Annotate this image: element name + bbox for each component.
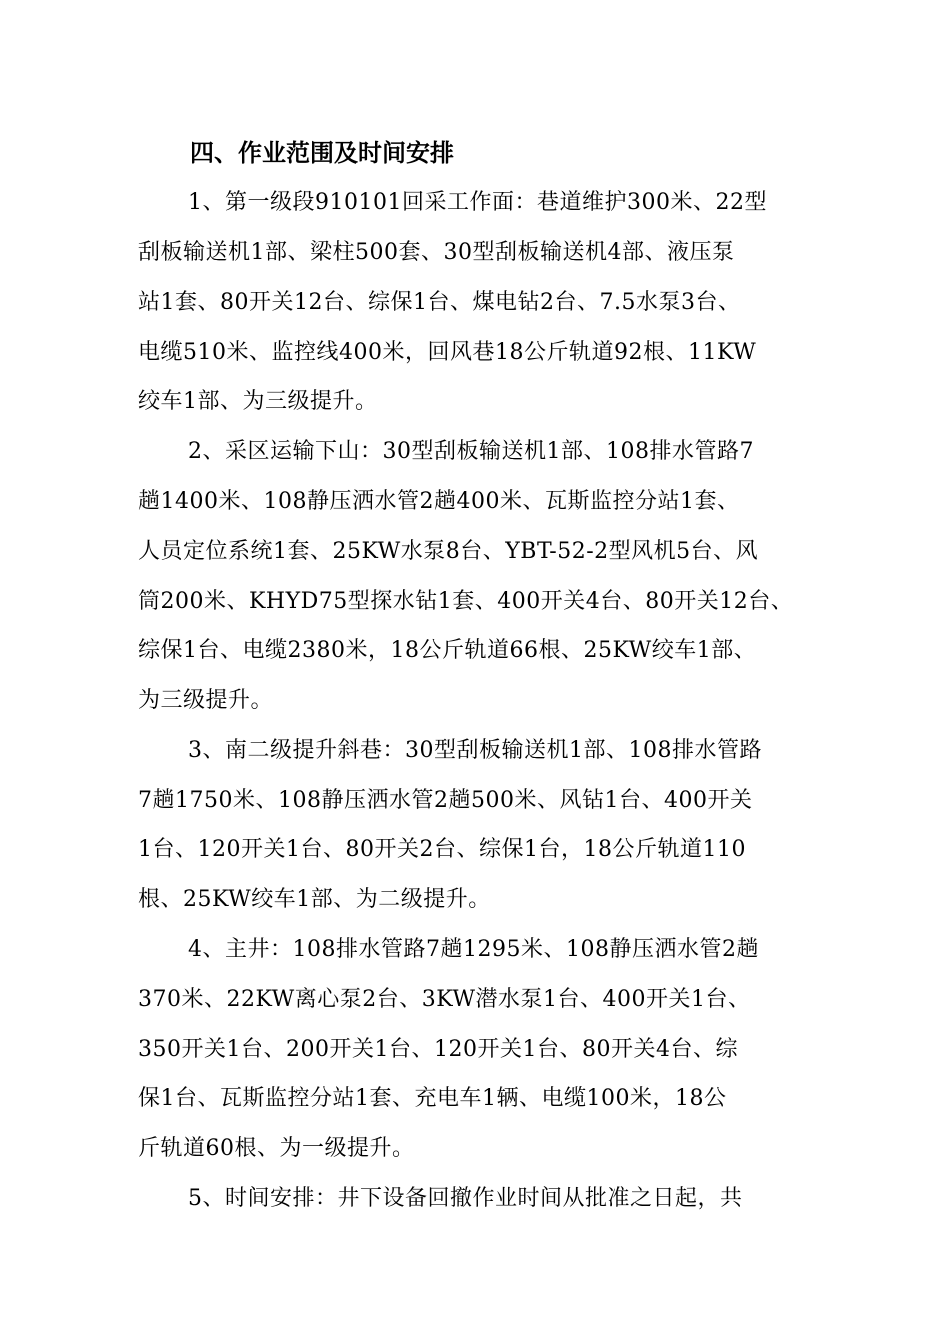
paragraph-line: 5、时间安排：井下设备回撤作业时间从批准之日起，共	[188, 1186, 743, 1211]
paragraph-line: 绞车1部、为三级提升。	[138, 389, 378, 414]
paragraph-line: 4、主井：108排水管路7趟1295米、108静压洒水管2趟	[188, 937, 759, 962]
paragraph-line: 2、采区运输下山：30型刮板输送机1部、108排水管路7	[188, 439, 754, 464]
paragraph-line: 筒200米、KHYD75型探水钻1套、400开关4台、80开关12台、	[138, 589, 794, 614]
paragraph-line: 1、第一级段910101回采工作面：巷道维护300米、22型	[188, 190, 767, 215]
paragraph-line: 综保1台、电缆2380米，18公斤轨道66根、25KW绞车1部、	[138, 638, 757, 663]
paragraph-line: 人员定位系统1套、25KW水泵8台、YBT-52-2型风机5台、风	[138, 539, 759, 564]
paragraph-line: 为三级提升。	[138, 688, 274, 713]
paragraph-line: 斤轨道60根、为一级提升。	[138, 1136, 415, 1161]
paragraph-line: 刮板输送机1部、梁柱500套、30型刮板输送机4部、液压泵	[138, 240, 735, 265]
paragraph-line: 电缆510米、监控线400米，回风巷18公斤轨道92根、11KW	[138, 340, 757, 365]
paragraph-line: 3、南二级提升斜巷：30型刮板输送机1部、108排水管路	[188, 738, 762, 763]
paragraph-line: 趟1400米、108静压洒水管2趟400米、瓦斯监控分站1套、	[138, 489, 740, 514]
paragraph-line: 370米、22KW离心泵2台、3KW潜水泵1台、400开关1台、	[138, 987, 751, 1012]
paragraph-line: 1台、120开关1台、80开关2台、综保1台，18公斤轨道110	[138, 837, 746, 862]
paragraph-line: 站1套、80开关12台、综保1台、煤电钻2台、7.5水泵3台、	[138, 290, 741, 315]
paragraph-line: 根、25KW绞车1部、为二级提升。	[138, 887, 491, 912]
paragraph-line: 保1台、瓦斯监控分站1套、充电车1辆、电缆100米，18公	[138, 1086, 727, 1111]
paragraph-line: 7趟1750米、108静压洒水管2趟500米、风钻1台、400开关	[138, 788, 753, 813]
paragraph-line: 350开关1台、200开关1台、120开关1台、80开关4台、综	[138, 1037, 738, 1062]
section-heading: 四、作业范围及时间安排	[190, 138, 454, 167]
